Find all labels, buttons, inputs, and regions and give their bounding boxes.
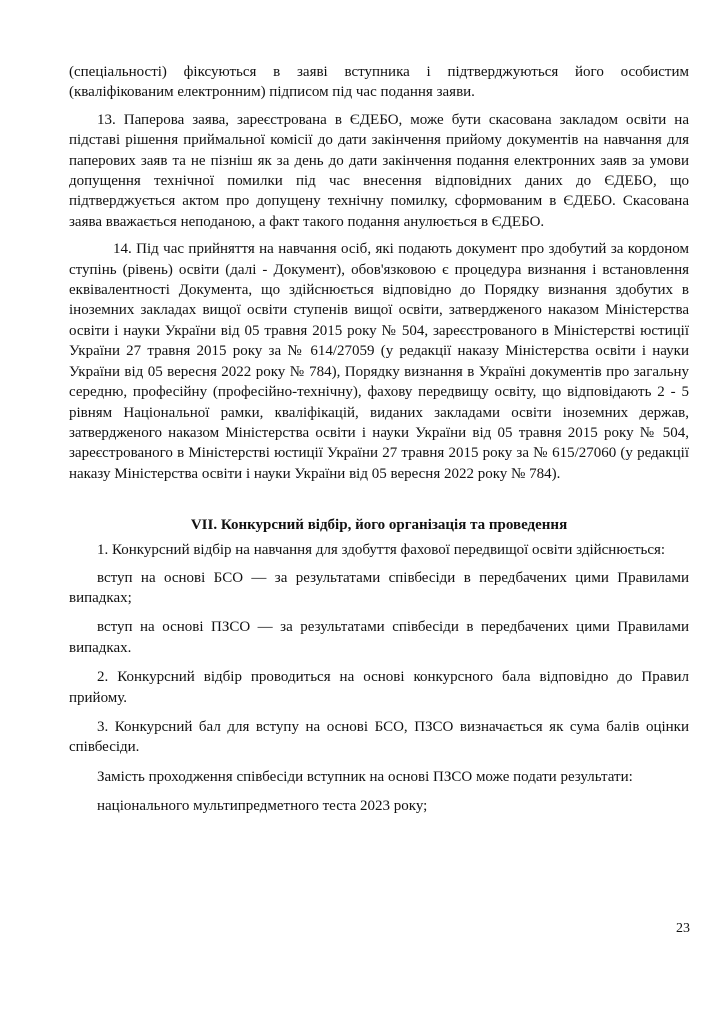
paragraph-14: 14. Під час прийняття на навчання осіб, які подають документ про здобутий за кордоном ступінь (рівень) освіти (далі - Документ), обов'язковою є процедура визнання і встановлення еквівалентності Документа, що здійснюється відповідно до Порядку визнання здобутих в іноземних закладах вищої освіти ступенів вищої освіти, затвердженого наказом Міністерства освіти і науки України від 05 травня 2015 року № 504, зареєстрованого в Міністерстві юстиції України 27 травня 2015 року за № 614/27059 (у редакції наказу Міністерства освіти і науки України від 05 вересня 2022 року № 784), Порядку визнання в Україні документів про загальну середню, професійну (професійно-технічну), фахову передвищу освіту, що відповідають 2 - 5 рівням Національної рамки, кваліфікацій, виданих закладами освіти іноземних держав, затвердженого наказом Міністерства освіти і науки України від 05 травня 2015 року № 504, зареєстрованого в Міністерстві юстиції України 27 травня 2015 року за № 615/27060 (у редакції наказу Міністерства освіти і науки України від 05 вересня 2022 року № 784). xyxy=(69,241,689,482)
page-number: 23 xyxy=(676,921,690,936)
section-paragraph-bso: вступ на основі БСО — за результатами співбесіди в передбачених цими Правилами випадках; xyxy=(69,569,689,606)
paragraph-continuation: (спеціальності) фіксуються в заяві вступника і підтверджуються його особистим (кваліфікованим електронним) підписом під час подання заяви. xyxy=(69,64,689,101)
document-page xyxy=(69,62,689,824)
section-paragraph-instead: Замість проходження співбесіди вступник на основі ПЗСО може подати результати: xyxy=(97,768,633,785)
section-heading: VII. Конкурсний відбір, його організація та проведення xyxy=(190,517,568,534)
section-paragraph-2: 2. Конкурсний відбір проводиться на основі конкурсного бала відповідно до Правил прийому. xyxy=(69,669,689,706)
paragraph-13: 13. Паперова заява, зареєстрована в ЄДЕБО, може бути скасована закладом освіти на підставі рішення приймальної комісії до дати закінчення прийому документів на навчання для паперових заяв та не пізніш як за день до дати закінчення подання електронних заяв за умови допущення технічної помилки під час внесення відповідних даних до ЄДЕБО, що підтверджується актом про допущену технічну помилку, сформованим в ЄДЕБО. Скасована заява вважається неподаною, а факт такого подання анулюється в ЄДЕБО. xyxy=(69,111,689,230)
section-paragraph-nmt: національного мультипредметного теста 2023 року; xyxy=(97,798,428,815)
section-paragraph-3: 3. Конкурсний бал для вступу на основі БСО, ПЗСО визначається як сума балів оцінки співбесіди. xyxy=(69,718,689,756)
section-paragraph-1: 1. Конкурсний відбір на навчання для здобуття фахової передвищої освіти здійснюється: xyxy=(97,542,666,559)
section-paragraph-pzso: вступ на основі ПЗСО — за результатами співбесіди в передбачених цими Правилами випадках. xyxy=(69,619,689,656)
